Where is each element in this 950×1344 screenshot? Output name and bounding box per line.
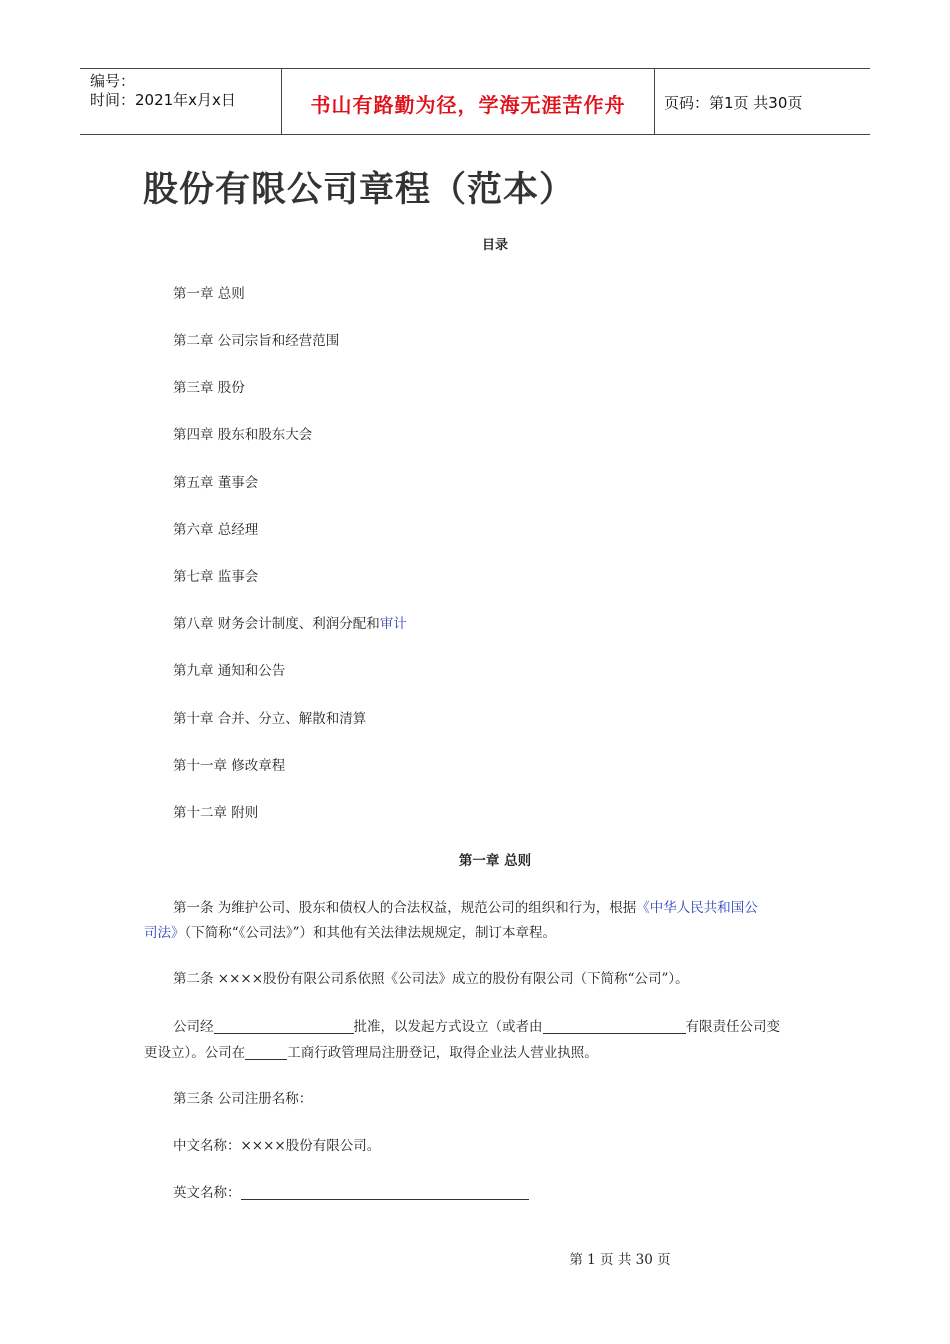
article-text: 第一条 为维护公司、股东和债权人的合法权益，规范公司的组织和行为，根据 xyxy=(173,900,637,916)
approval-line-1 xyxy=(173,1015,780,1035)
approval-text: 批准，以发起方式设立（或者由 xyxy=(353,1019,543,1035)
english-name-label: 英文名称： xyxy=(173,1185,241,1201)
original-company-blank[interactable] xyxy=(543,1019,686,1034)
approval-text: 更设立）。公司在 xyxy=(144,1045,246,1061)
toc-item: 第九章 通知和公告 xyxy=(173,663,286,679)
page-footer: 第 1 页 共 30 页 xyxy=(569,1252,671,1268)
approval-text: 公司经 xyxy=(173,1019,214,1035)
toc-item-label: 第八章 财务会计制度、利润分配和 xyxy=(173,616,380,632)
audit-link[interactable]: 审计 xyxy=(379,616,407,632)
english-name-blank[interactable] xyxy=(241,1185,529,1200)
toc-heading: 目录 xyxy=(481,238,508,253)
header-motto: 书山有路勤为径，学海无涯苦作舟 xyxy=(282,69,655,134)
toc-item: 第四章 股东和股东大会 xyxy=(173,427,313,443)
approval-line-2 xyxy=(144,1041,598,1061)
article-3: 第三条 公司注册名称： xyxy=(173,1091,313,1107)
registration-bureau-blank[interactable] xyxy=(245,1045,287,1060)
toc-item: 第十二章 附则 xyxy=(173,805,259,821)
page-header xyxy=(80,68,870,135)
document-number: 编号： xyxy=(90,72,136,90)
article-1-line-2 xyxy=(144,921,556,941)
toc-item xyxy=(173,612,407,632)
approval-text: 工商行政管理局注册登记，取得企业法人营业执照。 xyxy=(287,1045,598,1061)
document-title: 股份有限公司章程（范本） xyxy=(143,170,576,210)
toc-item: 第六章 总经理 xyxy=(173,522,259,538)
toc-item: 第三章 股份 xyxy=(173,380,245,396)
toc-item: 第一章 总则 xyxy=(173,286,245,302)
article-2: 第二条 ××××股份有限公司系依照《公司法》成立的股份有限公司（下简称“公司”）。 xyxy=(173,971,689,987)
header-meta xyxy=(80,69,282,134)
toc-item: 第七章 监事会 xyxy=(173,569,259,585)
chinese-name: 中文名称：××××股份有限公司。 xyxy=(173,1138,381,1154)
approver-blank[interactable] xyxy=(214,1019,354,1034)
document-date: 时间：2021年x月x日 xyxy=(90,91,236,109)
company-law-link-cont[interactable]: 司法》 xyxy=(144,925,185,941)
company-law-link[interactable]: 《中华人民共和国公 xyxy=(636,900,758,916)
toc-item: 第十一章 修改章程 xyxy=(173,758,286,774)
toc-item: 第五章 董事会 xyxy=(173,475,259,491)
article-1-line-1 xyxy=(173,896,758,916)
article-text: （下简称“《公司法》”）和其他有关法律法规规定，制订本章程。 xyxy=(184,925,557,941)
chapter-heading: 第一章 总则 xyxy=(458,853,532,869)
header-page-info: 页码：第1页 共30页 xyxy=(664,94,803,112)
approval-text: 有限责任公司变 xyxy=(685,1019,780,1035)
english-name-line xyxy=(173,1181,529,1201)
toc-item: 第十章 合并、分立、解散和清算 xyxy=(173,711,367,727)
toc-item: 第二章 公司宗旨和经营范围 xyxy=(173,333,340,349)
